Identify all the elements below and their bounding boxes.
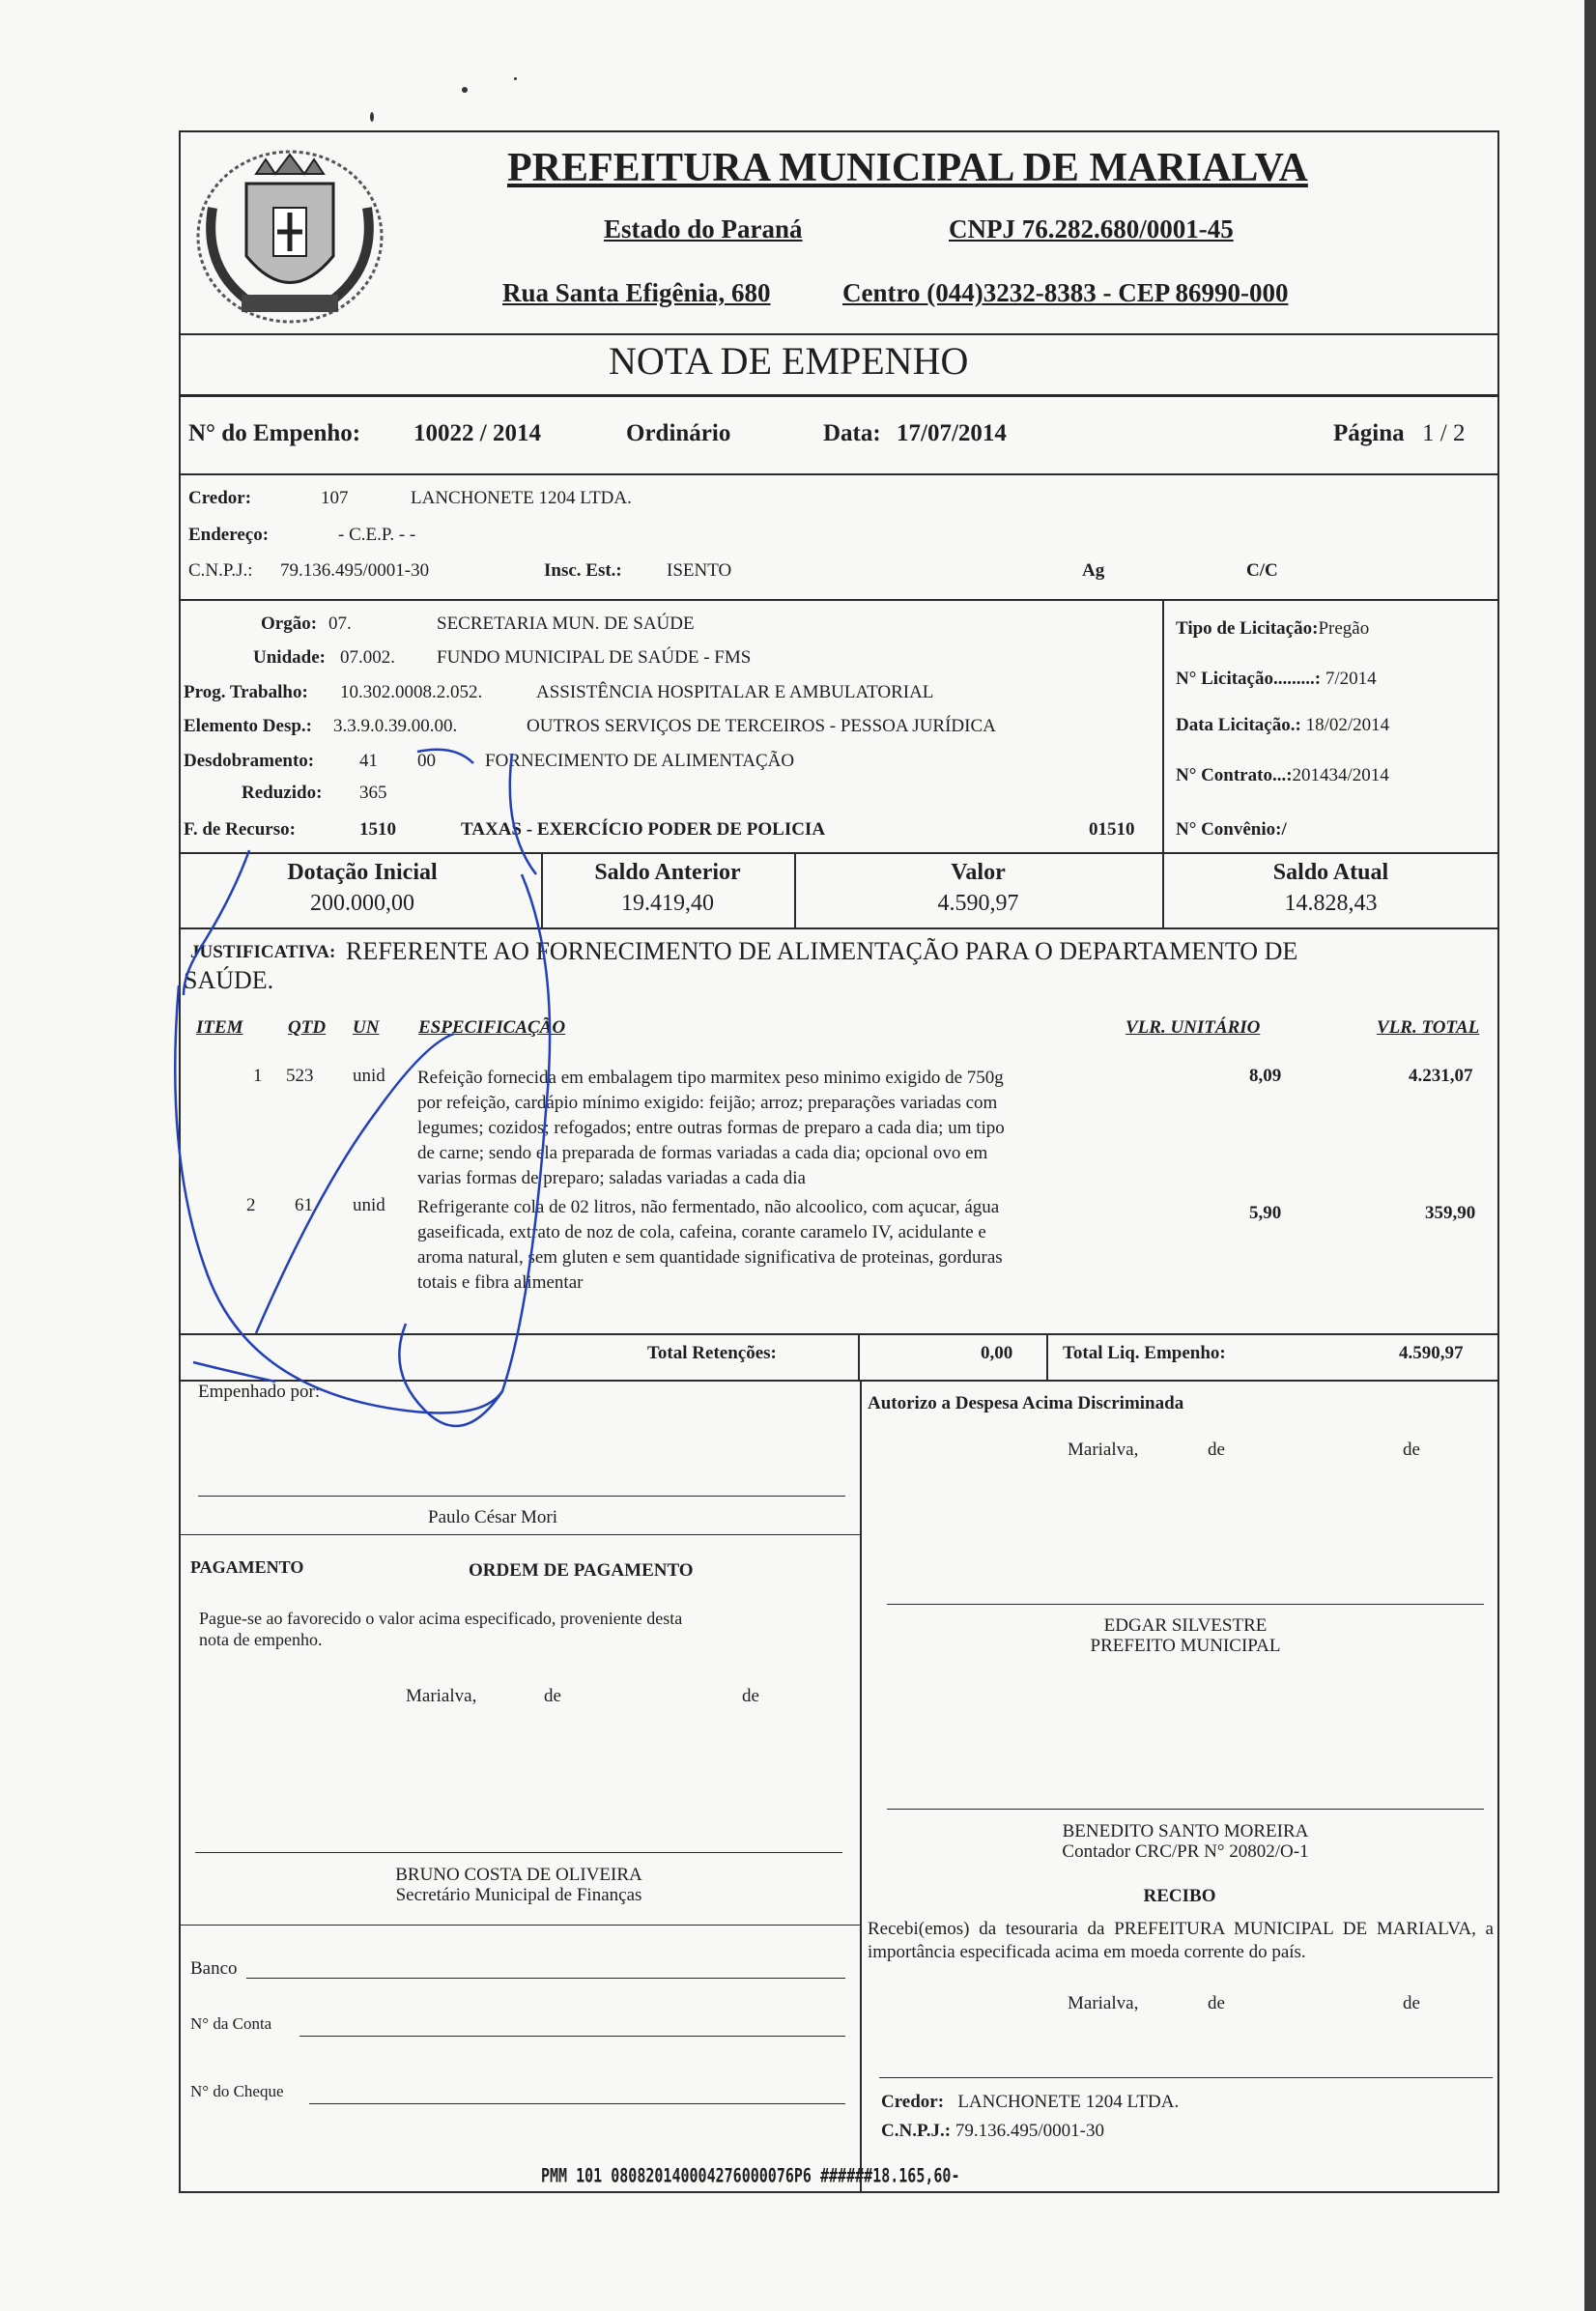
pague-city: Marialva, <box>406 1686 477 1706</box>
recurso-code2: 01510 <box>1089 819 1135 840</box>
secretario-role: Secretário Municipal de Finanças <box>395 1885 642 1905</box>
prog-label: Prog. Trabalho: <box>184 682 308 702</box>
ag-label: Ag <box>1082 560 1105 581</box>
autorizo-de2: de <box>1403 1440 1420 1460</box>
recibo-text: Recebi(emos) da tesouraria da PREFEITURA MUNICIPAL DE MARIALVA, a importância especificada acima em moeda corrente do país. <box>868 1919 1494 1962</box>
dotacao-value: 200.000,00 <box>310 891 414 916</box>
date-value: 17/07/2014 <box>897 420 1007 446</box>
page-value: 1 / 2 <box>1422 420 1466 446</box>
unidade-name: FUNDO MUNICIPAL DE SAÚDE - FMS <box>437 647 752 668</box>
conta-label: N° da Conta <box>190 2014 272 2033</box>
autorizo-label: Autorizo a Despesa Acima Discriminada <box>868 1393 1184 1413</box>
cnpj-label: CNPJ 76.282.680/0001-45 <box>949 214 1234 243</box>
doc-title: NOTA DE EMPENHO <box>609 339 969 383</box>
valor-value: 4.590,97 <box>937 891 1019 916</box>
item-spec: Refrigerante cola de 02 litros, não fermentado, não alcoolico, com açucar, água gaseificada, extrato de noz de cola, cafeina, corante caramelo IV, acidulante e aroma natural, sem gluten e sem quantidade significativa de proteinas, gorduras totais e fibra alimentar <box>417 1197 1003 1293</box>
justificativa-text-line2: SAÚDE. <box>184 966 274 994</box>
desdobramento-code: 41 <box>359 751 378 771</box>
date-label: Data: <box>823 420 881 446</box>
item-total: 4.231,07 <box>1409 1066 1473 1086</box>
prefeito-role: PREFEITO MUNICIPAL <box>1090 1636 1281 1656</box>
item-number: 1 <box>253 1066 263 1086</box>
empenhado-name: Paulo César Mori <box>428 1507 558 1527</box>
banco-label: Banco <box>190 1958 238 1979</box>
item-number: 2 <box>246 1195 256 1215</box>
saldo-atual-value: 14.828,43 <box>1284 891 1378 916</box>
item-un: unid <box>353 1066 385 1086</box>
saldo-anterior-label: Saldo Anterior <box>594 860 741 885</box>
cnpj-credor-label: C.N.P.J.: <box>188 560 253 581</box>
insc-label: Insc. Est.: <box>544 560 622 581</box>
col-vlr-total: VLR. TOTAL <box>1377 1017 1480 1038</box>
recurso-name: TAXAS - EXERCÍCIO PODER DE POLICIA <box>461 819 826 840</box>
contact-label: Centro (044)3232-8383 - CEP 86990-000 <box>842 278 1289 307</box>
item-spec: Refeição fornecida em embalagem tipo marmitex peso minimo exigido de 750g por refeição, cardápio mínimo exigido: feijão; arroz; preparações variadas com legumes; cozidos; refogados; entre outras formas de preparo a cada dia; um tipo de carne; sendo ela preparada de formas variadas a cada dia; opcional ovo em varias formas de preparo; saladas variadas a cada dia <box>417 1068 1005 1188</box>
footer-code: PMM 101 080820140004276000076P6 ######18.165,60- <box>541 2164 960 2187</box>
valor-label: Valor <box>951 860 1006 885</box>
page-label: Página <box>1333 420 1405 446</box>
contrato-no: N° Contrato...:201434/2014 <box>1176 765 1389 785</box>
state-label: Estado do Paraná <box>604 214 803 243</box>
total-retencoes-label: Total Retenções: <box>647 1343 777 1363</box>
justificativa-text-line1: REFERENTE AO FORNECIMENTO DE ALIMENTAÇÃO PARA O DEPARTAMENTO DE <box>346 937 1298 965</box>
pague-de1: de <box>544 1686 561 1706</box>
ordem-pagamento-label: ORDEM DE PAGAMENTO <box>469 1560 694 1581</box>
col-item: ITEM <box>196 1017 243 1038</box>
elemento-code: 3.3.9.0.39.00.00. <box>333 716 458 736</box>
pagamento-label: PAGAMENTO <box>190 1557 304 1577</box>
item-total: 359,90 <box>1425 1203 1476 1223</box>
col-un: UN <box>353 1017 380 1038</box>
recibo-credor: Credor: LANCHONETE 1204 LTDA. <box>881 2092 1180 2112</box>
contador-role: Contador CRC/PR N° 20802/O-1 <box>1062 1841 1309 1862</box>
total-retencoes-value: 0,00 <box>981 1343 1013 1363</box>
autorizo-city: Marialva, <box>1068 1440 1139 1460</box>
item-unit-price: 8,09 <box>1249 1066 1282 1086</box>
col-vlr-unitario: VLR. UNITÁRIO <box>1126 1017 1261 1038</box>
prog-code: 10.302.0008.2.052. <box>340 682 483 702</box>
address-label: Rua Santa Efigênia, 680 <box>502 278 771 307</box>
item-qtd: 61 <box>295 1195 313 1215</box>
autorizo-de1: de <box>1208 1440 1225 1460</box>
credor-label: Credor: <box>188 488 252 508</box>
cheque-label: N° do Cheque <box>190 2082 284 2100</box>
total-liq-value: 4.590,97 <box>1399 1343 1464 1363</box>
tipo-licitacao: Tipo de Licitação:Pregão <box>1176 618 1370 639</box>
col-especificacao: ESPECIFICAÇÃO <box>418 1017 566 1038</box>
elemento-label: Elemento Desp.: <box>184 716 312 736</box>
licitacao-no: N° Licitação.........: 7/2014 <box>1176 669 1377 689</box>
reduzido-label: Reduzido: <box>242 783 323 803</box>
recurso-code: 1510 <box>359 819 396 840</box>
prog-name: ASSISTÊNCIA HOSPITALAR E AMBULATORIAL <box>536 682 934 702</box>
prefeito-name: EDGAR SILVESTRE <box>1103 1615 1268 1636</box>
orgao-label: Orgão: <box>261 613 318 634</box>
unidade-code: 07.002. <box>340 647 395 668</box>
recibo-cnpj: C.N.P.J.: 79.136.495/0001-30 <box>881 2121 1104 2141</box>
cc-label: C/C <box>1246 560 1278 581</box>
insc-value: ISENTO <box>667 560 732 581</box>
saldo-atual-label: Saldo Atual <box>1272 860 1389 885</box>
contador-name: BENEDITO SANTO MOREIRA <box>1062 1821 1309 1841</box>
orgao-code: 07. <box>328 613 352 634</box>
recibo-label: RECIBO <box>1143 1886 1216 1906</box>
pague-de2: de <box>742 1686 759 1706</box>
desdobramento-name: FORNECIMENTO DE ALIMENTAÇÃO <box>485 751 795 771</box>
desdobramento-label: Desdobramento: <box>184 751 315 771</box>
recurso-label: F. de Recurso: <box>184 819 296 840</box>
credor-name: LANCHONETE 1204 LTDA. <box>411 488 632 508</box>
endereco-label: Endereço: <box>188 525 270 545</box>
item-un: unid <box>353 1195 385 1215</box>
recibo-de1: de <box>1208 1993 1225 2013</box>
licitacao-data: Data Licitação.: 18/02/2014 <box>1176 715 1390 735</box>
empenho-no-label: N° do Empenho: <box>188 420 361 446</box>
empenho-no-value: 10022 / 2014 <box>413 420 541 446</box>
empenhado-por-label: Empenhado por: <box>198 1382 321 1402</box>
reduzido-value: 365 <box>359 783 387 803</box>
saldo-anterior-value: 19.419,40 <box>621 891 714 916</box>
item-qtd: 523 <box>286 1066 314 1086</box>
pague-text: Pague-se ao favorecido o valor acima especificado, proveniente desta nota de empenho. <box>199 1609 683 1649</box>
unidade-label: Unidade: <box>253 647 326 668</box>
orgao-name: SECRETARIA MUN. DE SAÚDE <box>437 613 695 634</box>
empenho-type: Ordinário <box>626 420 731 446</box>
endereco-value: - C.E.P. - - <box>338 525 416 545</box>
col-qtd: QTD <box>288 1017 327 1038</box>
dotacao-label: Dotação Inicial <box>287 860 438 885</box>
justificativa-label: JUSTIFICATIVA: <box>190 942 336 962</box>
item-unit-price: 5,90 <box>1249 1203 1282 1223</box>
recibo-de2: de <box>1403 1993 1420 2013</box>
desdobramento-sub: 00 <box>417 751 436 771</box>
institution-title: PREFEITURA MUNICIPAL DE MARIALVA <box>507 146 1308 190</box>
recibo-city: Marialva, <box>1068 1993 1139 2013</box>
credor-code: 107 <box>321 488 349 508</box>
total-liq-label: Total Liq. Empenho: <box>1063 1343 1226 1363</box>
elemento-name: OUTROS SERVIÇOS DE TERCEIROS - PESSOA JURÍDICA <box>527 716 996 736</box>
secretario-name: BRUNO COSTA DE OLIVEIRA <box>395 1865 642 1885</box>
convenio-no: N° Convênio:/ <box>1176 819 1287 840</box>
cnpj-credor-value: 79.136.495/0001-30 <box>280 560 430 581</box>
